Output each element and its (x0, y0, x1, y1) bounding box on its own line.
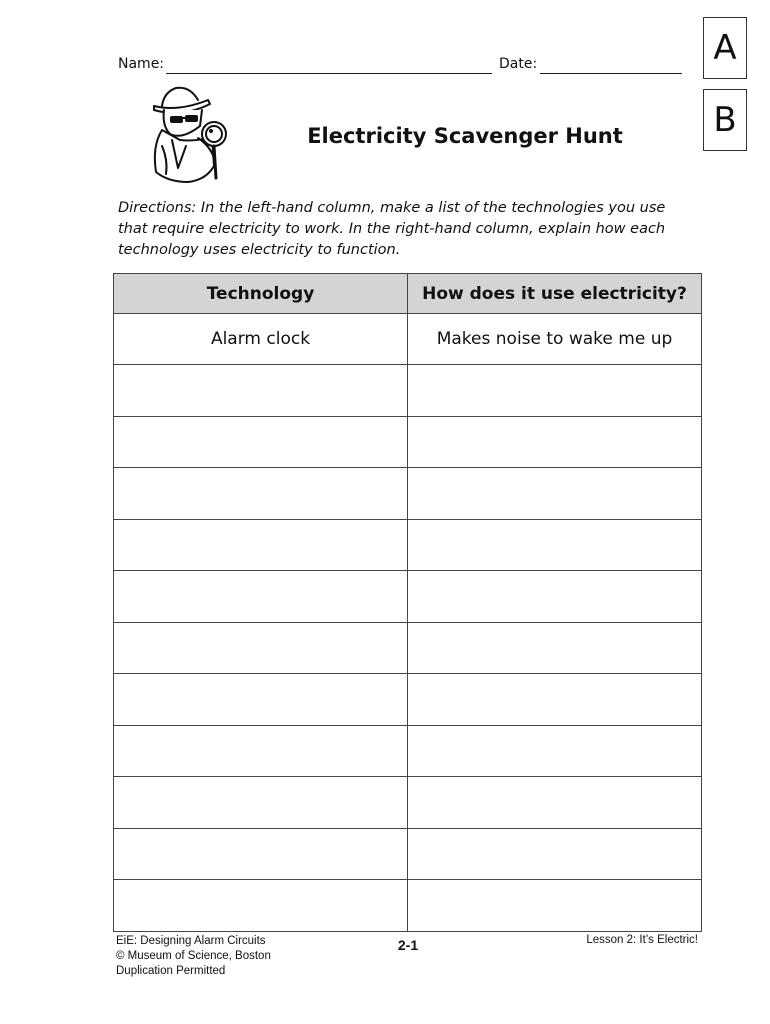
date-field[interactable] (540, 73, 682, 74)
name-field[interactable] (166, 73, 492, 74)
use-answer-cell[interactable] (408, 725, 702, 777)
page-title: Electricity Scavenger Hunt (307, 124, 623, 148)
directions-text: Directions: In the left-hand column, make a list of the technologies you use that require electricity to work. In the right-hand column, explain how each technology uses electricity to function. (118, 200, 666, 258)
table-header-row (114, 274, 702, 314)
use-answer-cell[interactable] (408, 777, 702, 829)
footer-lesson: Lesson 2: It’s Electric! (586, 934, 698, 946)
electricity-use-column-header: How does it use electricity? (408, 274, 702, 314)
use-answer-cell[interactable] (408, 519, 702, 571)
answer-row (114, 519, 702, 571)
detective-with-magnifying-glass-icon (148, 86, 232, 190)
technology-answer-cell[interactable] (114, 519, 408, 571)
technology-answer-cell[interactable] (114, 674, 408, 726)
technology-answer-cell[interactable] (114, 365, 408, 417)
use-answer-cell[interactable] (408, 880, 702, 932)
use-answer-cell[interactable] (408, 674, 702, 726)
answer-row (114, 622, 702, 674)
technology-answer-cell[interactable] (114, 622, 408, 674)
answer-row (114, 674, 702, 726)
name-label: Name: (118, 56, 165, 72)
footer-credits (116, 934, 271, 979)
example-technology-cell: Alarm clock (114, 314, 408, 365)
use-answer-cell[interactable] (408, 828, 702, 880)
answer-row (114, 416, 702, 468)
scavenger-hunt-table (113, 273, 702, 932)
technology-answer-cell[interactable] (114, 880, 408, 932)
technology-answer-cell[interactable] (114, 468, 408, 520)
use-answer-cell[interactable] (408, 365, 702, 417)
technology-answer-cell[interactable] (114, 416, 408, 468)
technology-answer-cell[interactable] (114, 571, 408, 623)
answer-row (114, 828, 702, 880)
answer-row (114, 725, 702, 777)
technology-answer-cell[interactable] (114, 777, 408, 829)
technology-answer-cell[interactable] (114, 828, 408, 880)
page-number: 2-1 (397, 937, 419, 953)
answer-row (114, 571, 702, 623)
use-answer-cell[interactable] (408, 416, 702, 468)
answer-row (114, 365, 702, 417)
use-answer-cell[interactable] (408, 468, 702, 520)
date-label: Date: (499, 56, 538, 72)
technology-column-header: Technology (114, 274, 408, 314)
answer-row (114, 777, 702, 829)
footer-unit: EiE: Designing Alarm Circuits (116, 935, 266, 947)
answer-row (114, 880, 702, 932)
example-use-cell: Makes noise to wake me up (408, 314, 702, 365)
technology-answer-cell[interactable] (114, 725, 408, 777)
use-answer-cell[interactable] (408, 622, 702, 674)
use-answer-cell[interactable] (408, 571, 702, 623)
version-a-box: A (703, 17, 747, 79)
version-b-box: B (703, 89, 747, 151)
footer-duplication: Duplication Permitted (116, 965, 226, 977)
footer-copyright: © Museum of Science, Boston (116, 950, 271, 962)
answer-row (114, 468, 702, 520)
example-row (114, 314, 702, 365)
